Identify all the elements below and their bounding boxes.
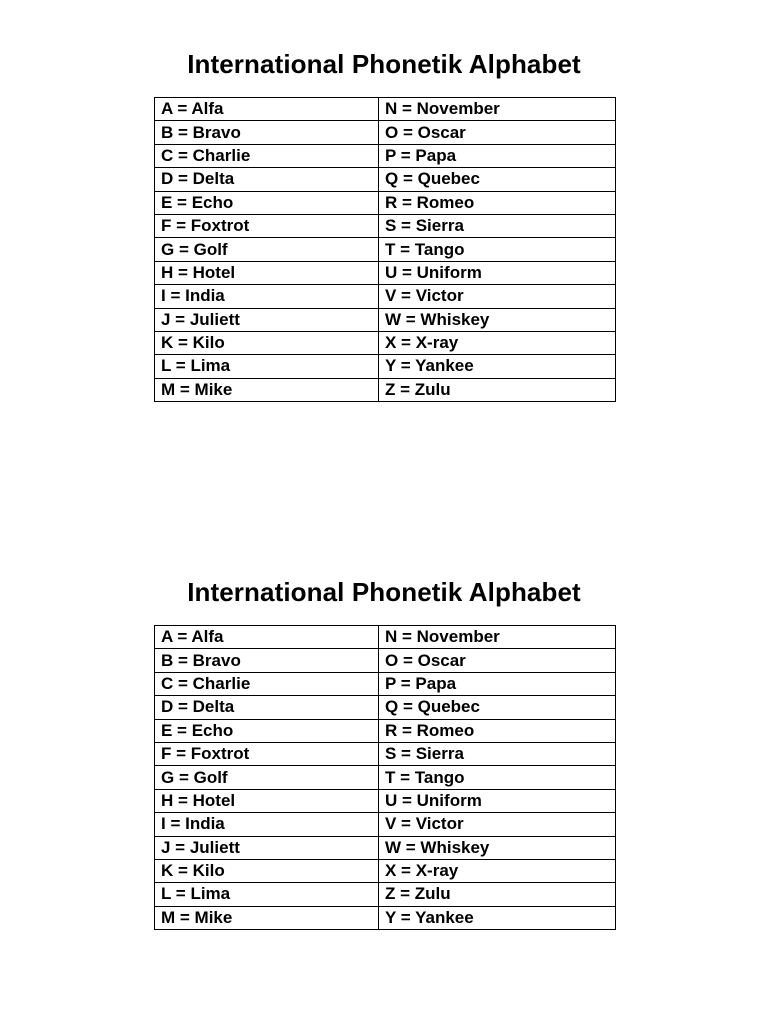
table-row	[155, 742, 616, 765]
table-row	[155, 859, 616, 882]
letter-cell-left: J = Juliett	[155, 308, 379, 331]
letter-cell-left: L = Lima	[155, 355, 379, 378]
alphabet-table-body	[155, 98, 616, 402]
table-row	[155, 672, 616, 695]
letter-cell-right: U = Uniform	[379, 789, 616, 812]
letter-cell-right: O = Oscar	[379, 649, 616, 672]
table-row	[155, 355, 616, 378]
letter-cell-right: P = Papa	[379, 144, 616, 167]
table-row	[155, 836, 616, 859]
table-row	[155, 789, 616, 812]
letter-cell-left: G = Golf	[155, 766, 379, 789]
letter-cell-left: E = Echo	[155, 719, 379, 742]
table-row	[155, 696, 616, 719]
table-row	[155, 331, 616, 354]
letter-cell-right: N = November	[379, 98, 616, 121]
letter-cell-left: B = Bravo	[155, 121, 379, 144]
letter-cell-right: Q = Quebec	[379, 168, 616, 191]
table-row	[155, 191, 616, 214]
letter-cell-right: V = Victor	[379, 285, 616, 308]
alphabet-table	[154, 625, 616, 930]
alphabet-table	[154, 97, 616, 402]
table-row	[155, 308, 616, 331]
letter-cell-left: K = Kilo	[155, 859, 379, 882]
table-row	[155, 168, 616, 191]
letter-cell-right: O = Oscar	[379, 121, 616, 144]
alphabet-section-bottom	[0, 572, 768, 927]
table-row	[155, 98, 616, 121]
letter-cell-right: W = Whiskey	[379, 836, 616, 859]
table-row	[155, 719, 616, 742]
letter-cell-left: M = Mike	[155, 378, 379, 401]
letter-cell-right: Q = Quebec	[379, 696, 616, 719]
letter-cell-left: B = Bravo	[155, 649, 379, 672]
letter-cell-left: A = Alfa	[155, 98, 379, 121]
letter-cell-left: I = India	[155, 813, 379, 836]
table-row	[155, 144, 616, 167]
section-title: International Phonetik Alphabet	[187, 577, 581, 607]
table-row	[155, 238, 616, 261]
alphabet-section-top	[0, 44, 768, 399]
letter-cell-left: C = Charlie	[155, 672, 379, 695]
letter-cell-right: X = X-ray	[379, 331, 616, 354]
table-row	[155, 285, 616, 308]
letter-cell-right: Z = Zulu	[379, 378, 616, 401]
letter-cell-right: N = November	[379, 626, 616, 649]
table-row	[155, 883, 616, 906]
alphabet-table-body	[155, 626, 616, 930]
letter-cell-left: G = Golf	[155, 238, 379, 261]
letter-cell-right: V = Victor	[379, 813, 616, 836]
table-row	[155, 766, 616, 789]
letter-cell-right: R = Romeo	[379, 191, 616, 214]
table-row	[155, 649, 616, 672]
table-row	[155, 261, 616, 284]
table-row	[155, 214, 616, 237]
table-row	[155, 813, 616, 836]
letter-cell-left: L = Lima	[155, 883, 379, 906]
letter-cell-left: E = Echo	[155, 191, 379, 214]
letter-cell-left: I = India	[155, 285, 379, 308]
letter-cell-left: F = Foxtrot	[155, 742, 379, 765]
letter-cell-left: M = Mike	[155, 906, 379, 929]
letter-cell-left: K = Kilo	[155, 331, 379, 354]
section-title: International Phonetik Alphabet	[187, 49, 581, 79]
letter-cell-right: T = Tango	[379, 238, 616, 261]
letter-cell-right: Y = Yankee	[379, 355, 616, 378]
letter-cell-right: U = Uniform	[379, 261, 616, 284]
letter-cell-right: X = X-ray	[379, 859, 616, 882]
letter-cell-right: R = Romeo	[379, 719, 616, 742]
letter-cell-left: C = Charlie	[155, 144, 379, 167]
letter-cell-right: S = Sierra	[379, 742, 616, 765]
letter-cell-right: P = Papa	[379, 672, 616, 695]
table-row	[155, 378, 616, 401]
letter-cell-left: H = Hotel	[155, 789, 379, 812]
letter-cell-right: Y = Yankee	[379, 906, 616, 929]
letter-cell-left: F = Foxtrot	[155, 214, 379, 237]
letter-cell-right: W = Whiskey	[379, 308, 616, 331]
letter-cell-left: H = Hotel	[155, 261, 379, 284]
table-row	[155, 906, 616, 929]
table-row	[155, 121, 616, 144]
letter-cell-left: J = Juliett	[155, 836, 379, 859]
letter-cell-right: T = Tango	[379, 766, 616, 789]
letter-cell-right: Z = Zulu	[379, 883, 616, 906]
letter-cell-right: S = Sierra	[379, 214, 616, 237]
letter-cell-left: D = Delta	[155, 168, 379, 191]
letter-cell-left: A = Alfa	[155, 626, 379, 649]
table-row	[155, 626, 616, 649]
letter-cell-left: D = Delta	[155, 696, 379, 719]
